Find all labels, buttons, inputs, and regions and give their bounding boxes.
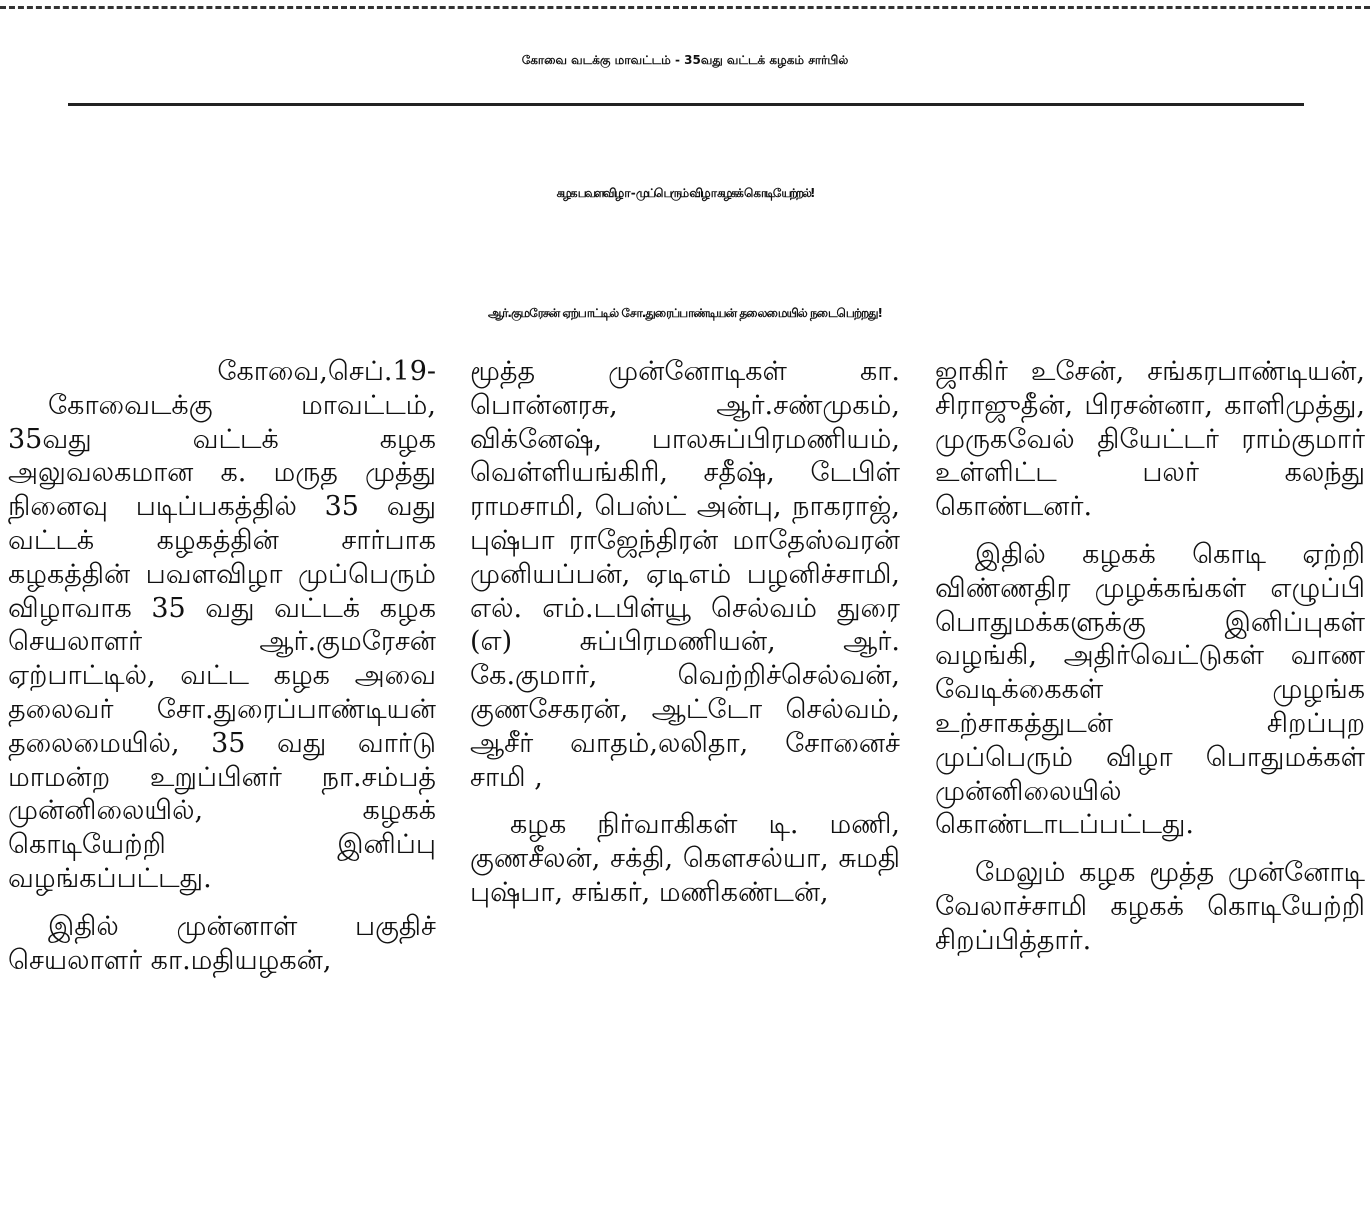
paragraph: கோவைடக்கு மாவட்டம், 35வது வட்டக் கழக அலுவலகமான க. மருத முத்து நினைவு படிப்பகத்தில் 35 வது வட்டக் கழகத்தின் சார்பாக கழகத்தின் பவளவிழா முப்பெரும் விழாவாக 35 வது வட்டக் கழக செயலாளர் ஆர்.குமரேசன் ஏற்பாட்டில், வட்ட கழக அவை தலைவர் சோ.துரைப்பாண்டியன் தலைமையில், 35 வது வார்டு மாமன்ற உறுப்பினர் நா.சம்பத் முன்னிலையில், கழகக் கொடியேற்றி இனிப்பு வழங்கப்பட்டது. — [8, 389, 436, 894]
dateline: கோவை,செப்.19- — [217, 356, 436, 387]
main-headline: கழக பவளவிழா - முப்பெரும் விழா கழகக் கொடியேற்றல்! — [556, 186, 814, 200]
paragraph: இதில் கழகக் கொடி ஏற்றி விண்ணதிர முழக்கங்கள் எழுப்பி பொதுமக்களுக்கு இனிப்புகள் வழங்கி, அதிர்வெட்டுகள் வாண வேடிக்கைகள் முழங்க உற்சாகத்துடன் சிறப்புற முப்பெரும் விழா பொதுமக்கள் முன்னிலையில் கொண்டாடப்பட்டது. — [935, 538, 1365, 841]
sub-headline: ஆர்.குமரேசன் ஏற்பாட்டில் சோ.துரைப்பாண்டியன் தலைமையில் நடைபெற்றது! — [487, 306, 883, 320]
paragraph: மேலும் கழக மூத்த முன்னோடி வேலாச்சாமி கழகக் கொடியேற்றி சிறப்பித்தார். — [935, 857, 1365, 956]
heading-divider — [68, 103, 1304, 106]
kicker-heading: கோவை வடக்கு மாவட்டம் - 35வது வட்டக் கழகம் சார்பில் — [521, 53, 849, 67]
paragraph: கழக நிர்வாகிகள் டி. மணி, குணசீலன், சக்தி, கௌசல்யா, சுமதி புஷ்பா, சங்கர், மணிகண்டன், — [470, 809, 900, 908]
cut-line — [0, 6, 1370, 9]
article-column-3 — [935, 355, 1365, 958]
paragraph: இதில் முன்னாள் பகுதிச் செயலாளர் கா.மதியழகன், — [8, 910, 436, 976]
paragraph: மூத்த முன்னோடிகள் கா. பொன்னரசு, ஆர்.சண்முகம், விக்னேஷ், பாலசுப்பிரமணியம், வெள்ளியங்கிரி, சதீஷ், டேபிள் ராமசாமி, பெஸ்ட் அன்பு, நாகராஜ், புஷ்பா ராஜேந்திரன் மாதேஸ்வரன் முனியப்பன், ஏடிஎம் பழனிச்சாமி, எல். எம்.டபிள்யூ செல்வம் துரை (எ) சுப்பிரமணியன், ஆர். கே.குமார், வெற்றிச்செல்வன், குணசேகரன், ஆட்டோ செல்வம், ஆசீர் வாதம்,லலிதா, சோனைச் சாமி , — [470, 356, 900, 793]
paragraph: ஜாகிர் உசேன், சங்கரபாண்டியன், சிராஜுதீன், பிரசன்னா, காளிமுத்து, முருகவேல் தியேட்டர் ராம்குமார் உள்ளிட்ட பலர் கலந்து கொண்டனர். — [935, 356, 1365, 523]
article-column-1 — [8, 355, 436, 977]
article-column-2 — [470, 355, 900, 910]
